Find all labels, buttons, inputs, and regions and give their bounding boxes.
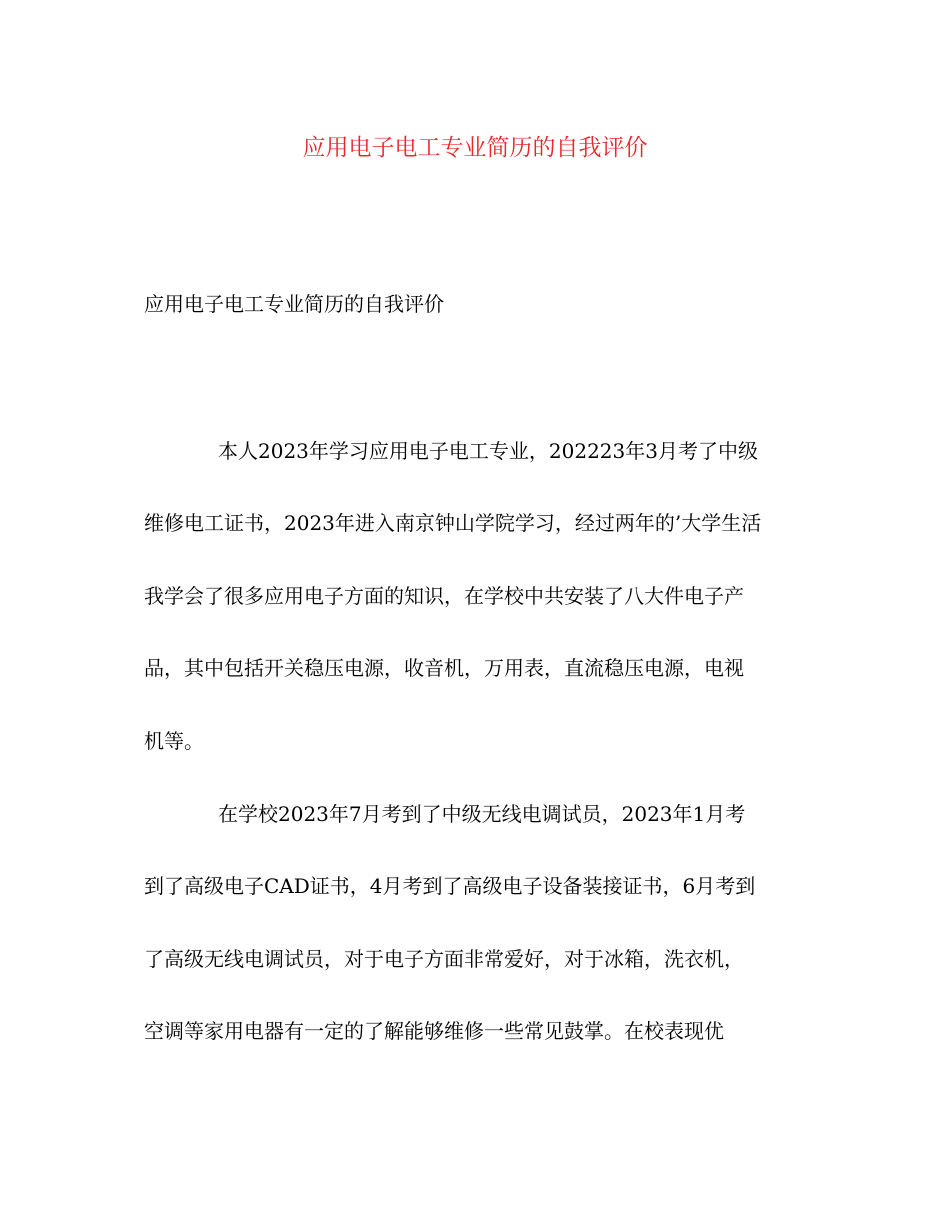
document-title: 应用电子电工专业简历的自我评价 <box>302 135 648 161</box>
paragraph-line-3: 我学会了很多应用电子方面的知识，在学校中共安装了八大件电子产 <box>144 584 744 608</box>
paragraph-line-1: 本人2023年学习应用电子电工专业，202223年3月考了中级 <box>218 439 758 463</box>
paragraph-line-4: 品，其中包括开关稳压电源，收音机，万用表，直流稳压电源，电视 <box>144 656 744 680</box>
paragraph-line-6: 在学校2023年7月考到了中级无线电调试员，2023年1月考 <box>218 802 746 826</box>
paragraph-line-5: 机等。 <box>144 729 204 753</box>
paragraph-line-8: 了高级无线电调试员，对于电子方面非常爱好，对于冰箱，洗衣机， <box>144 947 744 971</box>
paragraph-line-9: 空调等家用电器有一定的了解能够维修一些常见鼓掌。在校表现优 <box>144 1019 724 1043</box>
paragraph-line-2: 维修电工证书，2023年进入南京钟山学院学习，经过两年的’大学生活 <box>144 511 762 535</box>
document-subtitle: 应用电子电工专业简历的自我评价 <box>144 292 444 316</box>
paragraph-line-7: 到了高级电子CAD证书，4月考到了高级电子设备装接证书，6月考到 <box>144 874 756 898</box>
